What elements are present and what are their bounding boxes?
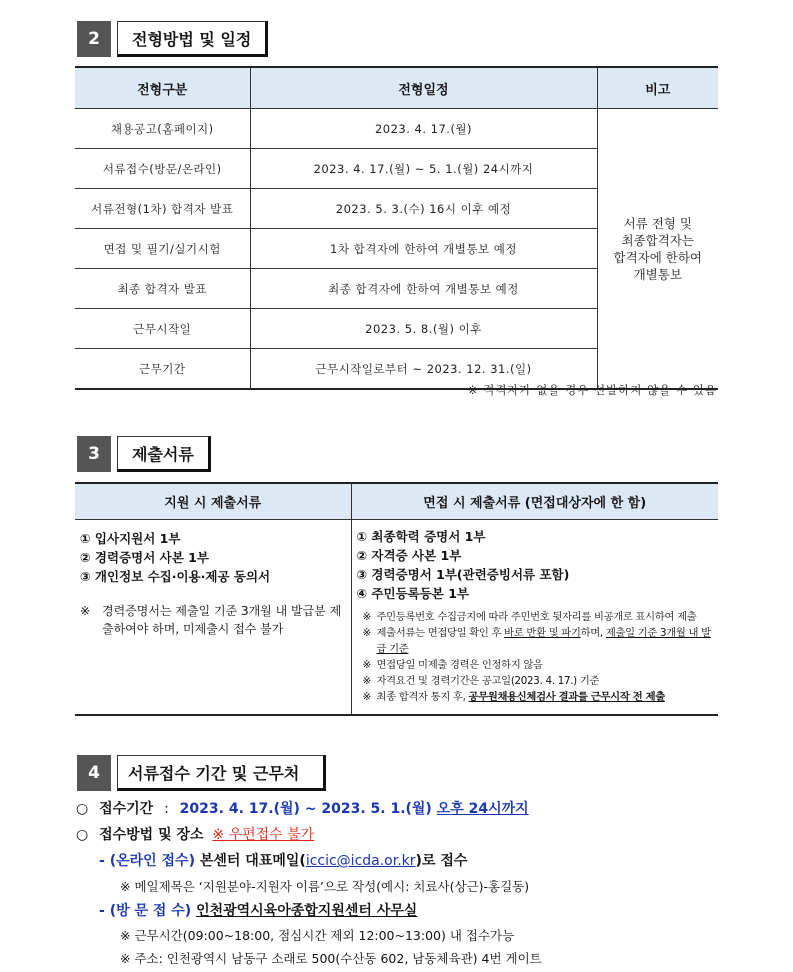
section-title: 제출서류 bbox=[117, 436, 211, 472]
stage-cell: 근무시작일 bbox=[75, 309, 250, 349]
note-underline: 공무원채용신체검사 결과를 근무시작 전 제출 bbox=[468, 691, 665, 703]
list-item bbox=[363, 673, 716, 689]
note-text: 제출서류는 면접당일 확인 후 bbox=[376, 627, 505, 639]
date-cell: 2023. 4. 17.(월) ~ 5. 1.(월) 24시까지 bbox=[250, 149, 597, 189]
online-label: (온라인 접수) bbox=[109, 853, 195, 869]
period-separator: : bbox=[164, 801, 169, 817]
section-number: 4 bbox=[77, 755, 111, 791]
date-cell: 2023. 4. 17.(월) bbox=[250, 109, 597, 149]
apply-docs-cell bbox=[75, 520, 351, 715]
visit-line bbox=[99, 900, 417, 920]
period-value: 2023. 4. 17.(월) ~ 2023. 5. 1.(월) bbox=[179, 801, 432, 817]
list-item: ④ 주민등록등본 1부 bbox=[356, 586, 470, 601]
method-label: 접수방법 및 장소 bbox=[99, 827, 204, 843]
stage-cell: 최종 합격자 발표 bbox=[75, 269, 250, 309]
online-line bbox=[99, 850, 467, 870]
list-item: ③ 개인정보 수집·이용·제공 동의서 bbox=[80, 569, 271, 584]
method-warning: ※ 우편접수 불가 bbox=[212, 827, 315, 843]
note-mark: ※ bbox=[362, 611, 371, 623]
remark-cell bbox=[597, 109, 718, 390]
dash-marker: - bbox=[99, 853, 105, 869]
remark-line: 서류 전형 및 bbox=[623, 215, 692, 231]
remark-line: 최종합격자는 bbox=[621, 232, 694, 248]
note-underline: 바로 반환 및 파기 bbox=[504, 627, 581, 639]
period-label: 접수기간 bbox=[99, 801, 154, 817]
visit-hours: ※ 근무시간(09:00~18:00, 점심시간 제외 12:00~13:00) 내 접수가능 bbox=[120, 928, 515, 943]
section-3-header bbox=[77, 436, 211, 472]
visit-address: ※ 주소: 인천광역시 남동구 소래로 500(수산동 602, 남동체육관) 4번 게이트 bbox=[120, 951, 542, 966]
list-item: ① 최종학력 증명서 1부 bbox=[356, 529, 486, 544]
visit-place: 인천광역시육아종합지원센터 사무실 bbox=[196, 903, 418, 919]
stage-cell: 서류접수(방문/온라인) bbox=[75, 149, 250, 189]
section-title: 서류접수 기간 및 근무처 bbox=[117, 755, 326, 791]
column-header: 면접 시 제출서류 (면접대상자에 한 함) bbox=[351, 483, 718, 520]
method-line bbox=[76, 824, 314, 844]
period-tail: 오후 24시까지 bbox=[436, 801, 529, 817]
note-mark: ※ bbox=[362, 675, 371, 687]
online-text: )로 접수 bbox=[415, 853, 468, 869]
schedule-table bbox=[75, 66, 718, 390]
column-header: 지원 시 제출서류 bbox=[75, 483, 351, 520]
note-text: 하며, bbox=[580, 627, 606, 639]
note-mark: ※ bbox=[80, 604, 91, 618]
documents-table bbox=[75, 482, 718, 716]
schedule-note: ※ 적격자가 없을 경우 선발하지 않을 수 있음 bbox=[467, 383, 717, 397]
note-mark: ※ bbox=[362, 627, 371, 639]
period-line bbox=[76, 798, 529, 818]
note-underline: 제출일 기준 3개월 내 발급 기준 bbox=[376, 627, 711, 655]
section-title: 전형방법 및 일정 bbox=[117, 21, 268, 57]
date-cell: 최종 합격자에 한하여 개별통보 예정 bbox=[250, 269, 597, 309]
date-cell: 1차 합격자에 한하여 개별통보 예정 bbox=[250, 229, 597, 269]
list-item bbox=[363, 609, 716, 625]
remark-line: 합격자에 한하여 bbox=[613, 249, 702, 265]
list-item: ③ 경력증명서 1부(관련증빙서류 포함) bbox=[356, 567, 570, 582]
note-text: 주민등록번호 수집금지에 따라 주민번호 뒷자리를 비공개로 표시하여 제출 bbox=[376, 611, 697, 623]
dash-marker: - bbox=[99, 903, 105, 919]
stage-cell: 서류전형(1차) 합격자 발표 bbox=[75, 189, 250, 229]
note-text: 자격요건 및 경력기간은 공고일(2023. 4. 17.) 기준 bbox=[376, 675, 600, 687]
column-header: 전형일정 bbox=[250, 67, 597, 109]
remark-line: 개별통보 bbox=[633, 266, 682, 282]
interview-docs-cell bbox=[351, 520, 718, 715]
date-cell: 2023. 5. 8.(월) 이후 bbox=[250, 309, 597, 349]
date-cell: 2023. 5. 3.(수) 16시 이후 예정 bbox=[250, 189, 597, 229]
section-2-header bbox=[77, 21, 268, 57]
table-row bbox=[75, 109, 718, 149]
stage-cell: 채용공고(홈페이지) bbox=[75, 109, 250, 149]
list-item bbox=[363, 657, 716, 673]
note-mark: ※ bbox=[362, 691, 371, 703]
online-text: 본센터 대표메일( bbox=[199, 853, 306, 869]
interview-notes bbox=[363, 609, 716, 705]
list-item bbox=[363, 625, 716, 657]
list-item: ② 자격증 사본 1부 bbox=[356, 548, 462, 563]
date-cell: 근무시작일로부터 ~ 2023. 12. 31.(일) bbox=[250, 349, 597, 390]
stage-cell: 면접 및 필기/실기시험 bbox=[75, 229, 250, 269]
note-text: 최종 합격자 통지 후, bbox=[376, 691, 469, 703]
online-note: ※ 메일제목은 ‘지원분야-지원자 이름’으로 작성(예시: 치료사(상근)-홍길동) bbox=[120, 879, 530, 894]
list-item: ② 경력증명서 사본 1부 bbox=[80, 550, 209, 565]
note-text: 경력증명서는 제출일 기준 3개월 내 발급분 제출하여야 하며, 미제출시 접수 불가 bbox=[102, 604, 342, 636]
column-header: 비고 bbox=[597, 67, 718, 109]
section-number: 2 bbox=[77, 21, 111, 57]
bullet-circle: ○ bbox=[76, 827, 89, 843]
column-header: 전형구분 bbox=[75, 67, 250, 109]
note-text: 면접당일 미제출 경력은 인정하지 않음 bbox=[376, 659, 543, 671]
interview-docs-list bbox=[357, 527, 718, 603]
list-item bbox=[363, 689, 716, 705]
email-link[interactable]: iccic@icda.or.kr bbox=[305, 853, 416, 869]
list-item: ① 입사지원서 1부 bbox=[80, 531, 181, 546]
note-mark: ※ bbox=[362, 659, 371, 671]
section-4-header bbox=[77, 755, 326, 791]
section-number: 3 bbox=[77, 436, 111, 472]
bullet-circle: ○ bbox=[76, 801, 89, 817]
apply-note bbox=[80, 602, 346, 638]
visit-label: (방 문 접 수) bbox=[109, 903, 192, 919]
stage-cell: 근무기간 bbox=[75, 349, 250, 390]
apply-docs-list bbox=[80, 529, 350, 586]
